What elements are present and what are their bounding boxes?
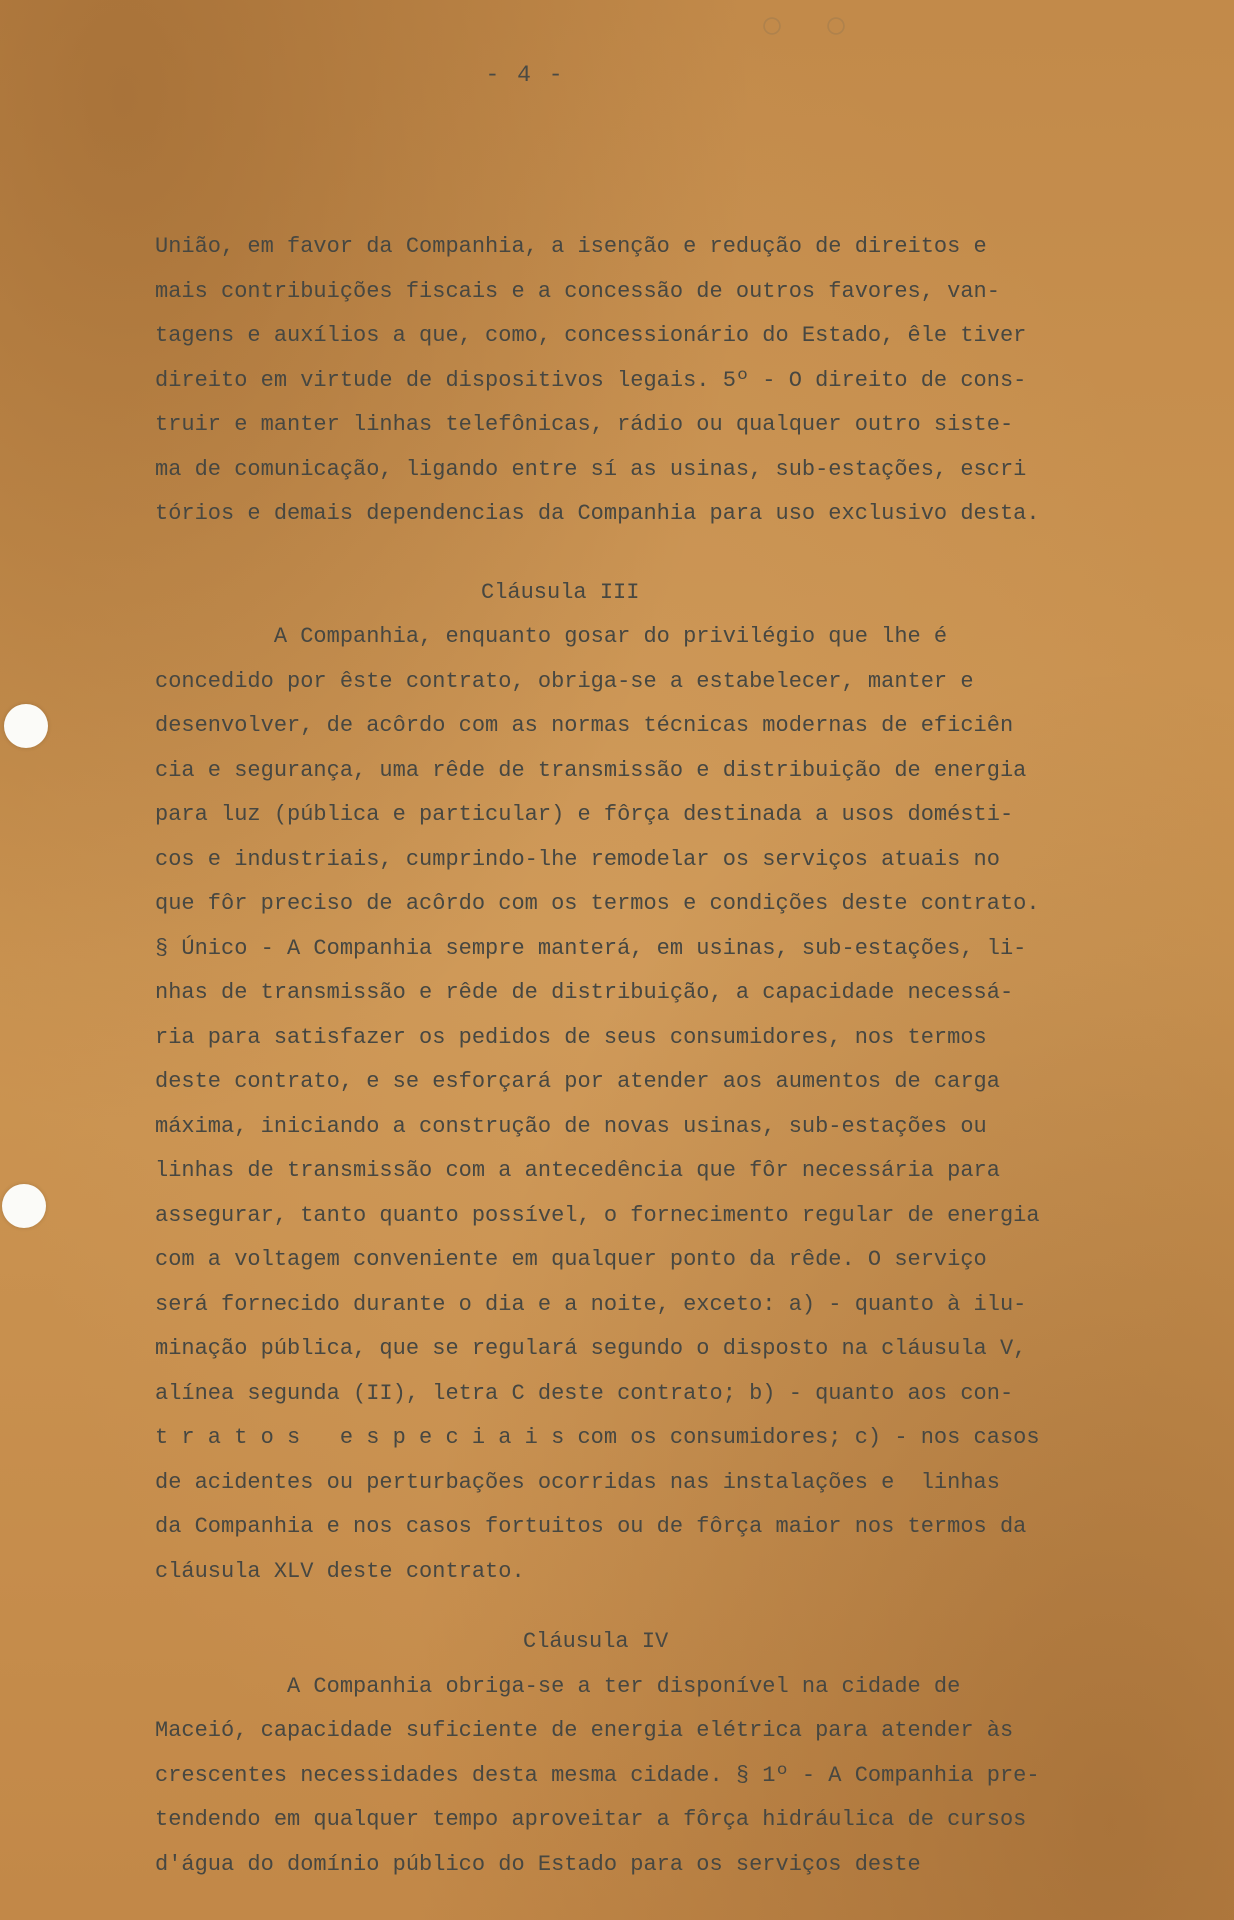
text-line: para luz (pública e particular) e fôrça destinada a usos domésti- (155, 802, 1014, 827)
clause-iv-paragraph (155, 1665, 1185, 1888)
text-line: A Companhia obriga-se a ter disponível na cidade de (155, 1673, 961, 1699)
text-line: tórios e demais dependencias da Companhia para uso exclusivo desta. (155, 501, 1040, 526)
text-line: nhas de transmissão e rêde de distribuição, a capacidade necessá- (155, 980, 1014, 1005)
punch-hole-top (4, 704, 48, 748)
text-line: t r a t o s e s p e c i a i s com os consumidores; c) - nos casos (155, 1425, 1040, 1450)
text-line: cos e industriais, cumprindo-lhe remodelar os serviços atuais no (155, 846, 1000, 872)
text-line: que fôr preciso de acôrdo com os termos e condições deste contrato. (155, 891, 1040, 916)
text-line: cláusula XLV deste contrato. (155, 1558, 525, 1584)
text-line: mais contribuições fiscais e a concessão de outros favores, van- (155, 278, 1000, 304)
text-line: União, em favor da Companhia, a isenção e redução de direitos e (155, 234, 987, 259)
text-line: concedido por êste contrato, obriga-se a estabelecer, manter e (155, 668, 974, 694)
text-line: da Companhia e nos casos fortuitos ou de fôrça maior nos termos da (155, 1514, 1027, 1539)
text-line: minação pública, que se regulará segundo o disposto na cláusula V, (155, 1336, 1027, 1361)
text-line: tendendo em qualquer tempo aproveitar a fôrça hidráulica de cursos (155, 1807, 1027, 1832)
text-line: direito em virtude de dispositivos legais. 5º - O direito de cons- (155, 367, 1027, 393)
text-line: com a voltagem conveniente em qualquer ponto da rêde. O serviço (155, 1247, 987, 1272)
document-body (155, 225, 1185, 1887)
text-line: tagens e auxílios a que, como, concessionário do Estado, êle tiver (155, 323, 1027, 348)
clause-heading-iii: Cláusula III (481, 579, 640, 605)
text-line: será fornecido durante o dia e a noite, exceto: a) - quanto à ilu- (155, 1291, 1027, 1317)
text-line: alínea segunda (II), letra C deste contrato; b) - quanto aos con- (155, 1380, 1014, 1406)
text-line: cia e segurança, uma rêde de transmissão e distribuição de energia (155, 757, 1027, 783)
text-line: ma de comunicação, ligando entre sí as usinas, sub-estações, escri (155, 456, 1027, 482)
clause-heading-iv: Cláusula IV (523, 1629, 669, 1654)
continuation-paragraph (155, 225, 1185, 537)
text-line: assegurar, tanto quanto possível, o fornecimento regular de energia (155, 1202, 1040, 1228)
text-line: crescentes necessidades desta mesma cidade. § 1º - A Companhia pre- (155, 1762, 1040, 1788)
text-line: máxima, iniciando a construção de novas usinas, sub-estações ou (155, 1113, 987, 1139)
text-line: desenvolver, de acôrdo com as normas técnicas modernas de eficiên (155, 713, 1014, 738)
text-line: deste contrato, e se esforçará por atender aos aumentos de carga (155, 1069, 1000, 1094)
text-line: A Companhia, enquanto gosar do privilégio que lhe é (155, 624, 948, 649)
text-line: Maceió, capacidade suficiente de energia elétrica para atender às (155, 1718, 1014, 1743)
text-line: linhas de transmissão com a antecedência que fôr necessária para (155, 1158, 1000, 1183)
text-line: d'água do domínio público do Estado para os serviços deste (155, 1851, 921, 1877)
page-number: - 4 - (485, 62, 565, 88)
punch-hole-bottom (2, 1184, 46, 1228)
clause-iii-paragraph (155, 615, 1185, 1594)
text-line: ria para satisfazer os pedidos de seus consumidores, nos termos (155, 1024, 987, 1050)
text-line: truir e manter linhas telefônicas, rádio ou qualquer outro siste- (155, 412, 1014, 437)
text-line: de acidentes ou perturbações ocorridas nas instalações e linhas (155, 1469, 1000, 1495)
text-line: § Único - A Companhia sempre manterá, em usinas, sub-estações, li- (155, 935, 1027, 961)
faded-stamp-mark: ○ ○ (760, 6, 857, 51)
